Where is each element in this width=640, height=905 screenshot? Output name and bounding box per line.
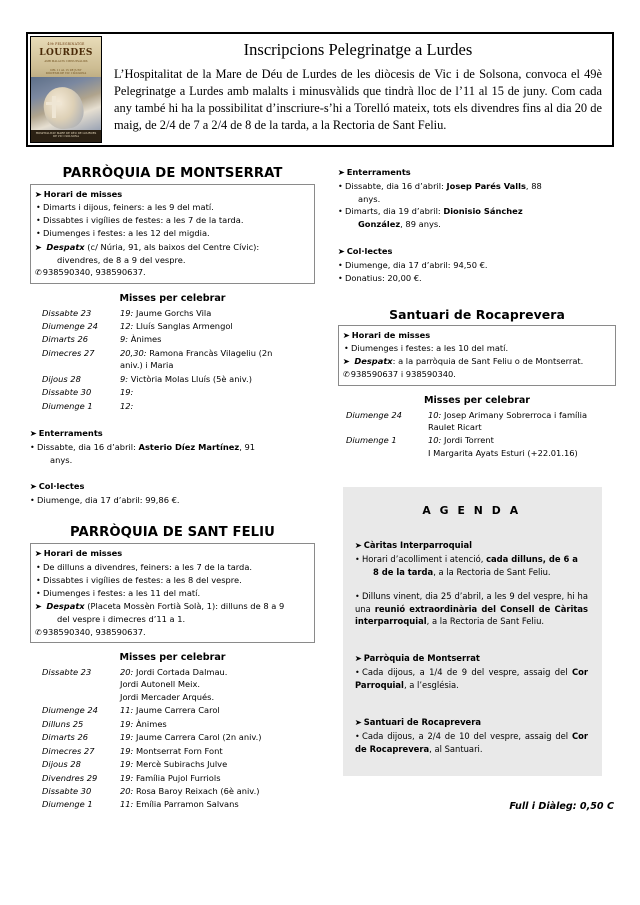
- poster-line-sub2: DEL 11 AL 15 DE JUNY DIÒCESIS DE VIC I SOLSONA: [45, 68, 87, 75]
- mass-hour: 12:: [120, 320, 136, 331]
- santfeliu-despatx-cont: del vespre i dimecres d’11 a 1.: [57, 614, 186, 625]
- mass-entry: 12: Lluís Sanglas Armengol: [120, 320, 233, 331]
- mass-entry: 10: Jordi Torrent I Margarita Ayats Esturi (+22.01.16): [428, 435, 578, 458]
- mass-row: [30, 785, 315, 798]
- rocaprevera-title: Santuari de Rocaprevera: [389, 306, 565, 322]
- arrow-bullet-icon: ➤: [337, 168, 346, 177]
- mass-entry: 19: Família Pujol Furriols: [120, 772, 221, 783]
- montserrat-burials-heading: ➤ Enterraments: [29, 428, 103, 439]
- rocaprevera-masses-table: [338, 409, 616, 461]
- mass-hour: 19:: [120, 387, 134, 398]
- poster-line-small: 49è PELEGRINATGE: [47, 42, 85, 47]
- mass-hour: 19:: [120, 759, 136, 770]
- mass-entry: 19: Ànimes: [120, 718, 167, 729]
- rocaprevera-info-box: [338, 325, 616, 386]
- dot-bullet-icon: •: [36, 229, 41, 239]
- mass-hour: 11:: [120, 705, 136, 716]
- montserrat-despatx-cont: divendres, de 8 a 9 del vespre.: [57, 254, 186, 265]
- mass-row: [30, 731, 315, 744]
- rocaprevera-masses-body: [338, 409, 616, 461]
- mass-day: Diumenge 1: [346, 435, 397, 446]
- mass-hour: 20,30:: [120, 347, 150, 358]
- rocaprevera-schedule-heading: ➤ Horari de misses: [343, 329, 610, 342]
- mass-day: Divendres 29: [42, 772, 98, 783]
- montserrat-burial-item: • Dissabte, dia 16 d’abril: Asterio Díez Martínez, 91 anys.: [30, 441, 315, 466]
- mass-day: Diumenge 24: [346, 409, 402, 420]
- mass-entry: 9: Ànimes: [120, 334, 162, 345]
- mass-row: [30, 704, 315, 717]
- mass-entry-cont: I Margarita Ayats Esturi (+22.01.16): [428, 447, 578, 458]
- montserrat-masses-table: [30, 307, 315, 414]
- burial-name: Dionisio Sánchez: [443, 206, 523, 217]
- burial-name: Asterio Díez Martínez: [138, 442, 240, 453]
- mass-row: [30, 373, 315, 386]
- dot-bullet-icon: •: [338, 207, 343, 217]
- arrow-bullet-icon: ➤: [354, 541, 363, 551]
- agenda-item: • Horari d’acolliment i atenció, cada dilluns, de 6 a 8 de la tarda, a la Rectoria de Sant Feliu.: [355, 554, 578, 578]
- santfeliu-schedule-item: • Dissabtes i vigílies de festes: a les 8 del vespre.: [35, 574, 309, 587]
- dot-bullet-icon: •: [355, 731, 360, 741]
- santfeliu-despatx-line: [35, 600, 309, 626]
- mass-day: Diumenge 1: [42, 799, 93, 810]
- arrow-bullet-icon: ➤: [342, 330, 351, 340]
- montserrat-masses-body: [30, 307, 315, 414]
- arrow-bullet-icon: ➤: [34, 242, 43, 252]
- santfeliu-schedule-heading: ➤ Horari de misses: [35, 547, 309, 560]
- dot-bullet-icon: •: [36, 588, 41, 598]
- mass-entry: 19: Montserrat Forn Font: [120, 745, 223, 756]
- mass-hour: 19:: [120, 745, 136, 756]
- santfeliu-collection-item: • Diumenge, dia 17 d’abril: 94,50 €.: [338, 259, 488, 270]
- dot-bullet-icon: •: [355, 555, 360, 565]
- mass-row: [30, 400, 315, 413]
- santfeliu-masses-heading: Misses per celebrar: [119, 652, 226, 664]
- arrow-bullet-icon: ➤: [29, 482, 38, 492]
- dot-bullet-icon: •: [355, 591, 360, 601]
- santfeliu-burial-item: • Dissabte, dia 16 d’abril: Josep Parés Valls, 88 anys.: [338, 180, 616, 205]
- left-column: [30, 166, 315, 812]
- header-body-paragraph: L’Hospitalitat de la Mare de Déu de Lurdes de les diòcesis de Vic i de Solsona, convoca el 49è Pelegrinatge a Lurdes amb malalts i minusvàlids que tindrà lloc de l’11 al 15 de juny. Com cada any també hi ha la possibilitat d’inscriure-s’hi a Torelló mateix, tots els divendres fins al dia 20 de maig, de 2/4 de 7 a 2/4 de 8 de la tarda, a la Rectoria de Sant Feliu.: [114, 66, 602, 133]
- agenda-group-heading: ➤ Càritas Interparroquial: [354, 540, 472, 551]
- dot-bullet-icon: •: [30, 496, 35, 506]
- header-announcement-box: [26, 32, 614, 147]
- mass-hour: 19:: [120, 772, 136, 783]
- poster-line-big: LOURDES: [39, 47, 93, 58]
- agenda-group-heading: ➤ Santuari de Rocaprevera: [354, 716, 482, 727]
- dot-bullet-icon: •: [344, 344, 349, 354]
- montserrat-collections-section: [30, 480, 315, 507]
- montserrat-schedule-item: • Diumenges i festes: a les 12 del migdia.: [35, 227, 309, 240]
- santfeliu-phone-line: ✆938590340, 938590637.: [35, 626, 309, 639]
- montserrat-schedule-heading: ➤ Horari de misses: [35, 188, 309, 201]
- santfeliu-despatx-label: Despatx: [46, 601, 85, 612]
- agenda-group-heading: ➤ Parròquia de Montserrat: [354, 653, 480, 664]
- burial-cont: anys.: [50, 455, 73, 466]
- agenda-panel: [343, 487, 602, 776]
- mass-day: Dissabte 30: [42, 785, 92, 796]
- montserrat-collection-item: • Diumenge, dia 17 d’abril: 99,86 €.: [30, 495, 180, 506]
- arrow-bullet-icon: ➤: [34, 190, 43, 199]
- mass-row: [338, 409, 616, 435]
- dot-bullet-icon: •: [338, 182, 343, 191]
- mass-hour: 11:: [120, 799, 136, 810]
- mass-entry: 19: Jaume Gorchs Vila: [120, 307, 212, 318]
- mass-day: Dissabte 30: [42, 387, 92, 398]
- mass-row: [30, 758, 315, 771]
- mass-day: Dijous 28: [42, 759, 81, 770]
- mass-row: [30, 333, 315, 346]
- montserrat-masses-heading: Misses per celebrar: [119, 292, 226, 304]
- dot-bullet-icon: •: [36, 203, 41, 213]
- poster-cross-icon: [52, 96, 56, 118]
- santfeliu-info-box: [30, 543, 315, 643]
- santfeliu-schedule-item: • Diumenges i festes: a les 11 del matí.: [35, 587, 309, 600]
- mass-day: Diumenge 24: [42, 705, 98, 716]
- montserrat-despatx-line: [35, 241, 309, 267]
- montserrat-schedule-item: • Dimarts i dijous, feiners: a les 9 del matí.: [35, 201, 309, 214]
- right-column: [338, 166, 616, 460]
- agenda-group-montserrat: [355, 652, 588, 692]
- mass-day: Diumenge 1: [42, 400, 93, 411]
- rocaprevera-phone-line: ✆938590637 i 938590340.: [343, 368, 610, 381]
- mass-row: [30, 386, 315, 399]
- mass-day: Dimarts 26: [42, 334, 89, 345]
- burial-cont: anys.: [358, 194, 381, 204]
- rocaprevera-despatx-line: [343, 355, 610, 368]
- mass-hour: 19:: [120, 307, 136, 318]
- mass-row: [30, 320, 315, 333]
- dot-bullet-icon: •: [36, 575, 41, 585]
- arrow-bullet-icon: ➤: [337, 246, 346, 256]
- mass-row: [30, 745, 315, 758]
- mass-row: [30, 666, 315, 704]
- phone-icon: ✆: [35, 268, 42, 278]
- arrow-bullet-icon: ➤: [342, 357, 351, 367]
- phone-icon: ✆: [35, 627, 42, 637]
- mass-hour: 20:: [120, 667, 136, 678]
- mass-entry: 11: Jaume Carrera Carol: [120, 705, 220, 716]
- mass-row: [30, 347, 315, 373]
- mass-entry-cont: aniv.) i Maria: [120, 360, 174, 371]
- rocaprevera-masses-heading: Misses per celebrar: [423, 394, 531, 406]
- arrow-bullet-icon: ➤: [354, 717, 363, 727]
- dot-bullet-icon: •: [30, 443, 35, 453]
- agenda-group-rocaprevera: [355, 716, 588, 756]
- dot-bullet-icon: •: [338, 273, 343, 283]
- mass-entry-cont: Jordi Autonell Meix.: [120, 679, 200, 690]
- santfeliu-parish-title: PARRÒQUIA DE SANT FELIU: [69, 525, 275, 541]
- lourdes-poster-image: [30, 36, 102, 143]
- footer-price-note: Full i Diàleg: 0,50 C: [509, 801, 614, 812]
- mass-entry-cont: Jordi Mercader Arqués.: [120, 691, 215, 702]
- arrow-bullet-icon: ➤: [34, 549, 43, 559]
- arrow-bullet-icon: ➤: [354, 654, 363, 664]
- santfeliu-burials-heading: ➤ Enterraments: [337, 167, 411, 177]
- header-text-block: [108, 34, 612, 145]
- mass-day: Dilluns 25: [42, 718, 84, 729]
- mass-day: Dimecres 27: [42, 347, 95, 358]
- mass-row: [30, 772, 315, 785]
- santfeliu-collection-item: • Donatius: 20,00 €.: [338, 272, 422, 283]
- mass-entry: [120, 400, 315, 413]
- montserrat-schedule-item: • Dissabtes i vigílies de festes: a les 7 de la tarda.: [35, 214, 309, 227]
- arrow-bullet-icon: ➤: [29, 429, 38, 439]
- mass-entry: 9: Victòria Molas Lluís (5è aniv.): [120, 373, 252, 384]
- mass-hour: 19:: [120, 732, 136, 743]
- mass-entry: 19: Mercè Subirachs Julve: [120, 759, 228, 770]
- santfeliu-despatx-text: (Placeta Mossèn Fortià Solà, 1): dilluns de 8 a 9: [87, 601, 285, 612]
- header-title: Inscripcions Pelegrinatge a Lurdes: [243, 40, 473, 59]
- rocaprevera-despatx-text: : a la parròquia de Sant Feliu o de Montserrat.: [392, 356, 584, 367]
- mass-day: Dissabte 23: [42, 667, 92, 678]
- agenda-item: • Dilluns vinent, dia 25 d’abril, a les 9 del vespre, hi ha una reunió extraordinària del Consell de Càritas interparroquial, a la Rectoria de Sant Feliu.: [355, 590, 588, 627]
- agenda-item: • Cada dijous, a 2/4 de 10 del vespre, assaig del Cor de Rocaprevera, al Santuari.: [355, 730, 588, 754]
- mass-entry: 11: Emília Parramon Salvans: [120, 799, 239, 810]
- santfeliu-masses-body: [30, 666, 315, 812]
- mass-entry-cont: Raulet Ricart: [428, 421, 482, 432]
- mass-entry: 20: Jordi Cortada Dalmau. Jordi Autonell Meix. Jordi Mercader Arqués.: [120, 667, 228, 702]
- montserrat-parish-title: PARRÒQUIA DE MONTSERRAT: [62, 166, 283, 181]
- mass-hour: 12:: [120, 400, 134, 411]
- santfeliu-collections-section: [338, 245, 616, 285]
- burial-name: Josep Parés Valls: [446, 181, 526, 191]
- phone-icon: ✆: [343, 370, 350, 380]
- mass-day: Dimarts 26: [42, 732, 89, 743]
- poster-line-foot: HOSPITALITAT MARE DE DÉU DE LOURDES DE VIC I SOLSONA: [35, 132, 97, 139]
- mass-day: Dimecres 27: [42, 745, 95, 756]
- montserrat-despatx-label: Despatx: [46, 241, 85, 252]
- santfeliu-burial-item: • Dimarts, dia 19 d’abril: Dionisio Sánchez González, 89 anys.: [338, 205, 616, 230]
- dot-bullet-icon: •: [36, 562, 41, 572]
- agenda-group-caritas: [355, 539, 588, 628]
- mass-hour: 20:: [120, 785, 136, 796]
- mass-row: [30, 307, 315, 320]
- mass-day: Dissabte 23: [42, 307, 92, 318]
- dot-bullet-icon: •: [338, 260, 343, 270]
- mass-entry: 20: Rosa Baroy Reixach (6è aniv.): [120, 785, 260, 796]
- arrow-bullet-icon: ➤: [34, 602, 43, 612]
- mass-hour: 9:: [120, 334, 131, 345]
- mass-entry: 19: Jaume Carrera Carol (2n aniv.): [120, 732, 262, 743]
- mass-row: [30, 718, 315, 731]
- dot-bullet-icon: •: [36, 216, 41, 226]
- mass-entry: 10: Josep Arimany Sobrerroca i família Raulet Ricart: [428, 409, 588, 432]
- agenda-title: A G E N D A: [422, 504, 521, 517]
- rocaprevera-despatx-label: Despatx: [354, 356, 393, 367]
- dot-bullet-icon: •: [355, 668, 360, 678]
- montserrat-despatx-text: (c/ Núria, 91, als baixos del Centre Cívic):: [87, 241, 260, 252]
- mass-day: Dijous 28: [42, 373, 81, 384]
- mass-hour: 10:: [428, 409, 444, 420]
- mass-hour: 19:: [120, 718, 136, 729]
- santfeliu-collections-heading: ➤ Col·lectes: [337, 245, 393, 256]
- poster-line-sub: AMB MALALTS I MINUSVÀLIDS: [44, 60, 88, 64]
- montserrat-collections-heading: ➤ Col·lectes: [29, 481, 85, 492]
- montserrat-burials-section: [30, 427, 315, 466]
- burial-cont: González, 89 anys.: [358, 219, 441, 230]
- santfeliu-masses-table: [30, 666, 315, 812]
- mass-day: Diumenge 24: [42, 320, 98, 331]
- mass-entry: 20,30: Ramona Francàs Vilageliu (2n aniv.) i Maria: [120, 347, 273, 371]
- mass-hour: 9:: [120, 373, 131, 384]
- santfeliu-schedule-item: • De dilluns a divendres, feiners: a les 7 de la tarda.: [35, 561, 309, 574]
- burial-cont-rest: , 89 anys.: [400, 219, 441, 230]
- montserrat-info-box: [30, 184, 315, 284]
- montserrat-phone-line: ✆938590340, 938590637.: [35, 266, 309, 279]
- rocaprevera-schedule-item: • Diumenges i festes: a les 10 del matí.: [343, 342, 610, 355]
- santfeliu-burials-section: [338, 166, 616, 231]
- mass-entry: [120, 386, 315, 399]
- mass-row: [338, 434, 616, 460]
- agenda-item: • Cada dijous, a 1/4 de 9 del vespre, assaig del Cor Parroquial, a l’església.: [355, 667, 588, 691]
- mass-hour: 10:: [428, 435, 444, 446]
